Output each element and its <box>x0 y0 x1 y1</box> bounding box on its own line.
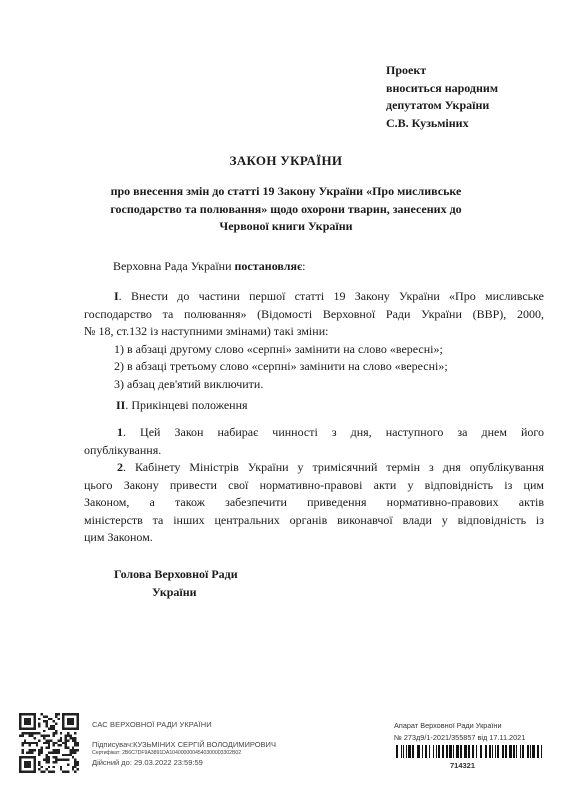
qr-module <box>74 751 76 753</box>
qr-module <box>74 763 76 765</box>
barcode-bar <box>449 745 452 758</box>
barcode-bar <box>520 745 521 758</box>
barcode-bar <box>513 745 515 758</box>
signature-line: України <box>152 585 197 599</box>
qr-module <box>41 749 43 751</box>
qr-module <box>77 749 79 751</box>
qr-module <box>60 737 62 739</box>
barcode-bar <box>509 745 512 758</box>
qr-module <box>50 718 52 720</box>
qr-module <box>72 739 74 741</box>
qr-module <box>50 771 52 773</box>
qr-module <box>48 742 50 744</box>
qr-module <box>60 759 62 761</box>
qr-module <box>72 768 74 770</box>
qr-module <box>55 756 57 758</box>
qr-module <box>31 742 33 744</box>
barcode-bar <box>530 745 531 758</box>
qr-module <box>53 756 55 758</box>
clause-2-line: міністерств та інших центральних органів виконавчої влади у відповідність із <box>84 512 544 527</box>
qr-module <box>57 744 59 746</box>
qr-module <box>48 727 50 729</box>
qr-module <box>21 732 23 734</box>
qr-module <box>43 759 45 761</box>
qr-module <box>45 742 47 744</box>
qr-module <box>55 723 57 725</box>
barcode-bar <box>492 745 493 758</box>
section-1-item: 1) в абзаці другому слово «серпні» замінити на слово «вересні»; <box>114 341 443 356</box>
project-note-line: вноситься народним <box>386 80 499 95</box>
barcode-bar <box>464 745 467 758</box>
qr-module <box>38 723 40 725</box>
section-1-number: І <box>114 289 119 303</box>
qr-module <box>60 768 62 770</box>
qr-module <box>53 725 55 727</box>
section-1-line: господарство та полювання» (Відомості Верховної Ради України (ВВР), 2000, <box>84 306 544 321</box>
qr-module <box>67 754 69 756</box>
barcode-bar <box>541 745 542 758</box>
clause-2-line: Законом, а також забезпечити приведення нормативно-правових актів <box>84 495 544 509</box>
section-1 <box>84 288 544 393</box>
barcode-bar <box>485 745 487 758</box>
qr-module <box>38 739 40 741</box>
qr-module <box>74 761 76 763</box>
qr-module <box>21 744 23 746</box>
qr-module <box>57 713 59 715</box>
qr-module <box>45 756 47 758</box>
qr-module <box>69 749 71 751</box>
qr-module <box>62 754 64 756</box>
qr-module <box>38 718 40 720</box>
barcode-bar <box>438 745 440 758</box>
document-subtitle <box>60 183 512 236</box>
qr-module <box>26 732 28 734</box>
qr-module <box>55 759 57 761</box>
document-title: ЗАКОН УКРАЇНИ <box>229 153 343 168</box>
e-signature-stamp <box>92 720 276 767</box>
qr-module <box>53 761 55 763</box>
qr-module <box>65 759 67 761</box>
qr-module <box>29 732 31 734</box>
qr-module <box>72 766 74 768</box>
qr-module <box>72 756 74 758</box>
qr-module <box>45 768 47 770</box>
qr-module <box>31 749 33 751</box>
barcode-bar <box>442 745 444 758</box>
section-1-item: 2) в абзаці третьому слово «серпні» замінити на слово «вересні»; <box>114 359 448 373</box>
qr-module <box>53 742 55 744</box>
qr-module <box>24 742 26 744</box>
qr-module <box>55 749 57 751</box>
qr-module <box>60 766 62 768</box>
barcode-bar <box>456 745 459 758</box>
qr-module <box>67 735 69 737</box>
qr-module <box>41 735 43 737</box>
qr-module <box>48 756 50 758</box>
qr-module <box>41 747 43 749</box>
qr-module <box>53 751 55 753</box>
project-note <box>386 62 498 132</box>
qr-module <box>48 761 50 763</box>
barcode-bar <box>396 745 398 758</box>
qr-module <box>48 744 50 746</box>
barcode-bar <box>429 745 430 758</box>
qr-module <box>77 763 79 765</box>
valid-until: Дійсний до: 29.03.2022 23:59:59 <box>92 758 203 767</box>
clause-1-line: . Цей Закон набирає чинності з дня, наступного за днем його <box>123 425 544 439</box>
qr-module <box>29 735 31 737</box>
section-1-line: № 18, ст.132 із наступними змінами) такі зміни: <box>84 324 329 338</box>
barcode-bar <box>516 745 517 758</box>
qr-module <box>29 742 31 744</box>
qr-module <box>36 742 38 744</box>
qr-module <box>67 759 69 761</box>
barcode-bar <box>425 745 427 758</box>
qr-module <box>65 754 67 756</box>
qr-finder <box>67 718 74 725</box>
qr-module <box>21 749 23 751</box>
qr-module <box>43 735 45 737</box>
qr-module <box>57 718 59 720</box>
qr-module <box>65 747 67 749</box>
qr-module <box>48 735 50 737</box>
intro-colon: : <box>302 259 306 273</box>
signature-line: Голова Верховної Ради <box>114 567 238 581</box>
qr-module <box>43 715 45 717</box>
qr-module <box>72 749 74 751</box>
qr-module <box>26 742 28 744</box>
barcode-bar <box>406 745 407 758</box>
qr-module <box>77 744 79 746</box>
qr-module <box>21 751 23 753</box>
project-note-line: С.В. Кузьміних <box>386 115 469 130</box>
section-2-clause-1 <box>84 424 544 459</box>
registration-office: Апарат Верховної Ради України <box>394 721 502 730</box>
qr-module <box>36 732 38 734</box>
qr-module <box>69 735 71 737</box>
qr-module <box>38 763 40 765</box>
barcode-bar <box>468 745 470 758</box>
intro-paragraph <box>113 258 572 276</box>
signature-block <box>114 565 238 601</box>
section-2-heading <box>116 397 572 415</box>
qr-module <box>48 751 50 753</box>
signer-name: Підписувач:КУЗЬМІНИХ СЕРГІЙ ВОЛОДИМИРОВИЧ <box>92 740 276 749</box>
qr-module <box>65 737 67 739</box>
qr-module <box>69 751 71 753</box>
qr-module <box>33 742 35 744</box>
subtitle-line: Червоної книги України <box>219 219 353 233</box>
qr-module <box>53 749 55 751</box>
qr-module <box>57 739 59 741</box>
qr-module <box>57 759 59 761</box>
qr-module <box>50 725 52 727</box>
section-2-title: . Прикінцеві положення <box>125 398 248 412</box>
qr-module <box>67 739 69 741</box>
qr-module <box>31 732 33 734</box>
qr-module <box>29 751 31 753</box>
qr-module <box>62 771 64 773</box>
barcode-bar <box>453 745 454 758</box>
qr-module <box>41 751 43 753</box>
qr-module <box>55 751 57 753</box>
barcode-bar <box>472 745 474 758</box>
qr-module <box>48 771 50 773</box>
barcode-bar <box>527 745 529 758</box>
qr-module <box>57 751 59 753</box>
intro-text: Верховна Рада України <box>113 259 235 273</box>
barcode-bar <box>522 745 524 758</box>
qr-module <box>53 771 55 773</box>
qr-finder <box>24 718 31 725</box>
barcode-bar <box>446 745 448 758</box>
qr-module <box>55 713 57 715</box>
qr-module <box>38 749 40 751</box>
qr-module <box>77 768 79 770</box>
qr-module <box>41 766 43 768</box>
qr-module <box>24 732 26 734</box>
qr-module <box>45 747 47 749</box>
qr-module <box>43 730 45 732</box>
qr-module <box>77 761 79 763</box>
barcode-bar <box>497 745 499 758</box>
barcode-bar <box>489 745 491 758</box>
qr-module <box>72 751 74 753</box>
clause-2-line: цим Законом. <box>84 530 153 544</box>
qr-module <box>72 737 74 739</box>
qr-module <box>65 744 67 746</box>
qr-module <box>19 735 21 737</box>
barcode-bar <box>436 745 437 758</box>
qr-module <box>45 720 47 722</box>
qr-module <box>74 749 76 751</box>
qr-module <box>45 759 47 761</box>
qr-module <box>29 744 31 746</box>
qr-module <box>53 727 55 729</box>
qr-finder <box>24 761 31 768</box>
clause-2-line: . Кабінету Міністрів України у тримісячний термін з дня опублікування <box>123 460 544 474</box>
qr-module <box>60 744 62 746</box>
qr-module <box>57 749 59 751</box>
barcode-bar <box>502 745 504 758</box>
qr-module <box>36 744 38 746</box>
qr-module <box>55 732 57 734</box>
qr-module <box>38 768 40 770</box>
barcode-bar <box>532 745 535 758</box>
barcode-bar <box>403 745 404 758</box>
barcode-number: 714321 <box>450 761 476 770</box>
qr-module <box>48 739 50 741</box>
clause-2-number: 2 <box>117 460 123 474</box>
barcode-bar <box>476 745 477 758</box>
qr-module <box>50 739 52 741</box>
barcode-bar <box>433 745 434 758</box>
qr-module <box>53 720 55 722</box>
qr-module <box>60 732 62 734</box>
qr-module <box>48 718 50 720</box>
barcode-bar <box>505 745 507 758</box>
qr-module <box>33 737 35 739</box>
qr-module <box>21 742 23 744</box>
registration-stamp <box>394 721 546 770</box>
qr-module <box>74 759 76 761</box>
qr-module <box>67 771 69 773</box>
qr-module <box>48 747 50 749</box>
qr-module <box>45 739 47 741</box>
qr-module <box>45 725 47 727</box>
qr-module <box>53 744 55 746</box>
signature-system: САС ВЕРХОВНОЇ РАДИ УКРАЇНИ <box>92 720 212 729</box>
qr-module <box>74 737 76 739</box>
qr-module <box>50 751 52 753</box>
qr-module <box>55 730 57 732</box>
clause-1-line: опублікування. <box>84 442 162 457</box>
qr-module <box>41 713 43 715</box>
qr-module <box>74 742 76 744</box>
section-2-number: ІІ <box>116 398 126 412</box>
project-note-line: Проект <box>386 63 427 77</box>
qr-module <box>33 732 35 734</box>
qr-module <box>53 735 55 737</box>
qr-module <box>65 771 67 773</box>
barcode-bar <box>495 745 496 758</box>
registration-number: № 273д9/1-2021/355857 від 17.11.2021 <box>394 733 526 742</box>
barcode-bar <box>412 745 414 758</box>
qr-code <box>19 713 79 773</box>
intro-verb: постановляє <box>234 259 303 273</box>
section-1-item: 3) абзац дев'ятий виключити. <box>114 376 264 391</box>
qr-module <box>65 739 67 741</box>
barcode-bar <box>401 745 402 758</box>
qr-module <box>77 742 79 744</box>
certificate-id: Сертифікат: 2B6C7DF9A3891DA1040000004540300003302B02 <box>92 750 242 756</box>
qr-module <box>74 744 76 746</box>
barcode-bar <box>537 745 539 758</box>
qr-module <box>74 739 76 741</box>
qr-module <box>60 739 62 741</box>
qr-module <box>31 751 33 753</box>
qr-module <box>48 759 50 761</box>
qr-module <box>67 732 69 734</box>
qr-module <box>43 742 45 744</box>
qr-module <box>65 742 67 744</box>
subtitle-line: господарство та полювання» щодо охорони тварин, занесених до <box>110 201 462 216</box>
qr-module <box>67 763 69 765</box>
qr-module <box>62 742 64 744</box>
qr-module <box>31 735 33 737</box>
qr-module <box>50 727 52 729</box>
barcode-bar <box>408 745 411 758</box>
clause-1-number: 1 <box>117 425 123 439</box>
qr-module <box>43 737 45 739</box>
qr-module <box>55 742 57 744</box>
qr-module <box>38 754 40 756</box>
qr-module <box>74 732 76 734</box>
qr-module <box>43 720 45 722</box>
qr-module <box>38 751 40 753</box>
qr-module <box>45 761 47 763</box>
barcode-bar <box>460 745 462 758</box>
qr-module <box>69 737 71 739</box>
qr-module <box>45 723 47 725</box>
section-2-clause-2 <box>84 459 544 547</box>
barcode-bar <box>417 745 420 758</box>
qr-module <box>41 771 43 773</box>
qr-module <box>45 754 47 756</box>
qr-module <box>26 751 28 753</box>
barcode-bar <box>422 745 423 758</box>
section-1-line: . Внести до частини першої статті 19 Закону України «Про мисливське <box>118 289 544 303</box>
qr-module <box>38 732 40 734</box>
barcode <box>394 745 544 758</box>
qr-module <box>45 735 47 737</box>
qr-module <box>74 771 76 773</box>
qr-module <box>33 749 35 751</box>
qr-module <box>38 725 40 727</box>
qr-module <box>55 761 57 763</box>
qr-module <box>48 766 50 768</box>
qr-module <box>72 747 74 749</box>
qr-module <box>55 715 57 717</box>
qr-module <box>74 766 76 768</box>
qr-module <box>45 715 47 717</box>
qr-module <box>67 747 69 749</box>
subtitle-line: про внесення змін до статті 19 Закону України «Про мисливське <box>110 184 462 198</box>
project-note-line: депутатом України <box>386 98 490 112</box>
qr-module <box>43 771 45 773</box>
qr-module <box>62 759 64 761</box>
qr-module <box>29 749 31 751</box>
barcode-bar <box>480 745 482 758</box>
clause-2-line: цього Закону привести свої нормативно-правові акти у відповідність із цим <box>84 477 544 492</box>
qr-module <box>24 739 26 741</box>
qr-module <box>53 732 55 734</box>
qr-module <box>38 761 40 763</box>
qr-module <box>65 735 67 737</box>
qr-module <box>53 766 55 768</box>
qr-module <box>69 754 71 756</box>
qr-module <box>21 735 23 737</box>
